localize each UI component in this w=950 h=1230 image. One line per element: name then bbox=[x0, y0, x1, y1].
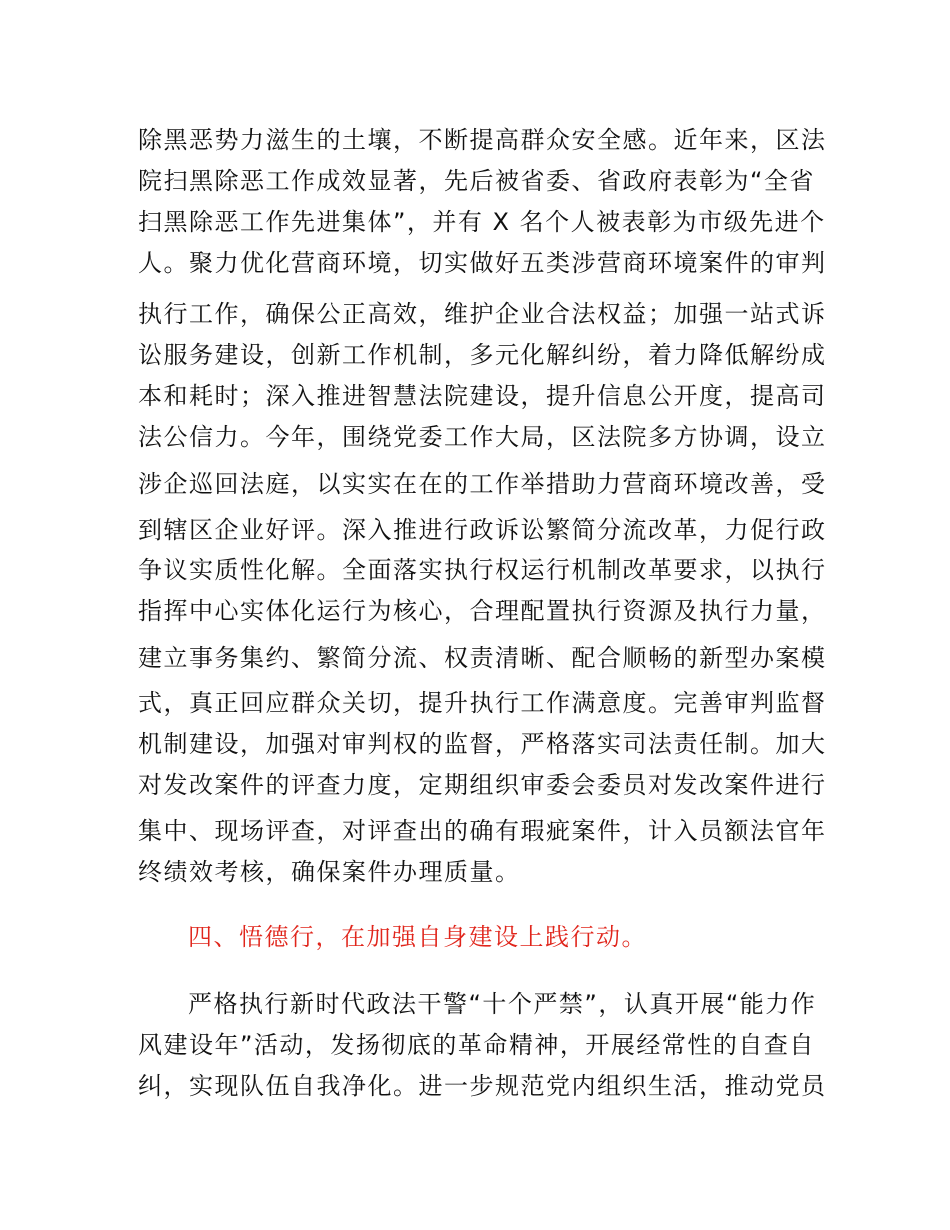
text-line: 指挥中心实体化运行为核心，合理配置执行资源及执行力量， bbox=[138, 597, 827, 625]
text-line: 机制建设，加强对审判权的监督，严格落实司法责任制。加大 bbox=[138, 730, 827, 758]
text-line: 终绩效考核，确保案件办理质量。 bbox=[138, 858, 521, 886]
text-line: 除黑恶势力滋生的土壤，不断提高群众安全感。近年来，区法 bbox=[138, 126, 827, 154]
text-line: 讼服务建设，创新工作机制，多元化解纠纷，着力降低解纷成 bbox=[138, 341, 827, 369]
text-line: 严格执行新时代政法干警“十个严禁”，认真开展“能力作 bbox=[188, 990, 817, 1018]
text-line: 建立事务集约、繁简分流、权责清晰、配合顺畅的新型办案模 bbox=[138, 644, 827, 672]
text-line: 人。聚力优化营商环境，切实做好五类涉营商环境案件的审判 bbox=[138, 249, 827, 277]
text-line: 风建设年”活动，发扬彻底的革命精神，开展经常性的自查自 bbox=[138, 1031, 815, 1059]
text-line: 对发改案件的评查力度，定期组织审委会委员对发改案件进行 bbox=[138, 771, 827, 799]
section-heading: 四、悟德行，在加强自身建设上践行动。 bbox=[188, 923, 647, 951]
text-line: 式，真正回应群众关切，提升执行工作满意度。完善审判监督 bbox=[138, 689, 827, 717]
text-line: 法公信力。今年，围绕党委工作大局，区法院多方协调，设立 bbox=[138, 423, 827, 451]
text-line: 到辖区企业好评。深入推进行政诉讼繁简分流改革，力促行政 bbox=[138, 516, 827, 544]
text-line: 争议实质性化解。全面落实执行权运行机制改革要求，以执行 bbox=[138, 556, 827, 584]
text-line: 涉企巡回法庭，以实实在在的工作举措助力营商环境改善，受 bbox=[138, 470, 827, 498]
text-line: 执行工作，确保公正高效，维护企业合法权益；加强一站式诉 bbox=[138, 300, 827, 328]
text-line: 扫黑除恶工作先进集体”，并有 X 名个人被表彰为市级先进个 bbox=[138, 208, 826, 236]
text-line: 集中、现场评查，对评查出的确有瑕疵案件，计入员额法官年 bbox=[138, 817, 827, 845]
text-line: 本和耗时；深入推进智慧法院建设，提升信息公开度，提高司 bbox=[138, 382, 827, 410]
text-line: 纠，实现队伍自我净化。进一步规范党内组织生活，推动党员 bbox=[138, 1072, 827, 1100]
text-line: 院扫黑除恶工作成效显著，先后被省委、省政府表彰为“全省 bbox=[138, 167, 815, 195]
